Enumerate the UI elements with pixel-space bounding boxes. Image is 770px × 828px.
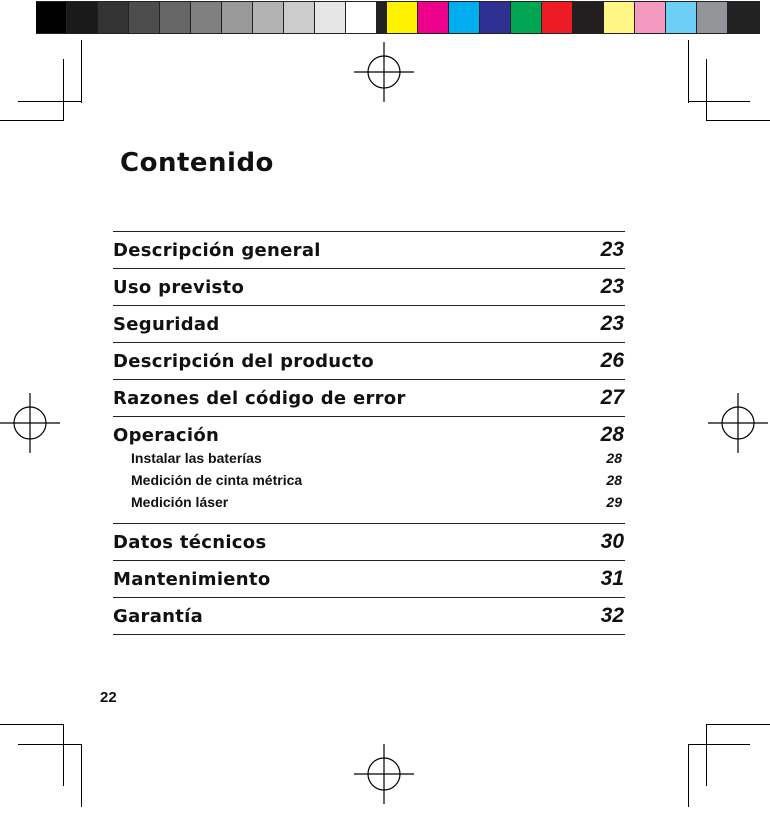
toc-entry[interactable] — [113, 231, 625, 268]
toc-row[interactable] — [113, 343, 625, 379]
toc-entry-page: 23 — [600, 312, 624, 335]
toc-entry[interactable] — [113, 523, 625, 560]
crop-mark — [81, 40, 82, 103]
color-swatch — [129, 2, 160, 33]
toc-entry[interactable] — [113, 305, 625, 342]
color-swatch — [697, 2, 728, 33]
toc-row[interactable] — [113, 561, 625, 597]
toc-entry-label: Descripción general — [113, 239, 321, 261]
toc-entry-label: Uso previsto — [113, 276, 245, 298]
toc-entry[interactable] — [113, 416, 625, 523]
toc-entry-label: Mantenimiento — [113, 568, 271, 590]
color-calibration-bar — [36, 1, 760, 34]
color-swatch — [377, 2, 387, 33]
crop-mark — [706, 724, 707, 786]
crop-mark — [706, 120, 770, 121]
toc-entry-label: Garantía — [113, 605, 204, 627]
page-title: Contenido — [120, 148, 274, 178]
table-of-contents — [113, 231, 625, 635]
toc-entry-page: 26 — [600, 349, 624, 372]
color-swatch — [191, 2, 222, 33]
toc-entry[interactable] — [113, 268, 625, 305]
crop-mark — [688, 744, 689, 807]
registration-mark-bottom — [354, 744, 414, 804]
toc-subentry-label: Instalar las baterías — [131, 450, 262, 466]
crop-mark — [688, 101, 750, 102]
toc-entry-label: Descripción del producto — [113, 350, 374, 372]
toc-entry[interactable] — [113, 560, 625, 597]
color-swatch — [315, 2, 346, 33]
toc-subentry[interactable] — [113, 469, 625, 491]
toc-row[interactable] — [113, 306, 625, 342]
toc-subentry-label: Medición láser — [131, 494, 229, 510]
crop-mark — [63, 59, 64, 121]
color-swatch — [253, 2, 284, 33]
color-swatch — [635, 2, 666, 33]
color-swatch — [67, 2, 98, 33]
crop-mark — [18, 101, 81, 102]
toc-subentry-page: 29 — [606, 494, 622, 510]
color-swatch — [284, 2, 315, 33]
toc-entry-page: 30 — [600, 530, 624, 553]
toc-entry-page: 32 — [600, 604, 624, 627]
toc-row[interactable] — [113, 232, 625, 268]
registration-mark-right — [708, 393, 768, 453]
toc-entry-label: Operación — [113, 424, 220, 446]
color-swatch — [449, 2, 480, 33]
toc-entry-page: 27 — [600, 386, 624, 409]
toc-entry-label: Razones del código de error — [113, 387, 406, 409]
toc-subentry[interactable] — [113, 491, 625, 513]
color-swatch — [573, 2, 604, 33]
color-swatch — [666, 2, 697, 33]
toc-entry-label: Seguridad — [113, 313, 220, 335]
toc-entry[interactable] — [113, 379, 625, 416]
crop-mark — [0, 120, 63, 121]
color-swatch — [222, 2, 253, 33]
toc-subentry-label: Medición de cinta métrica — [131, 472, 303, 488]
crop-mark — [688, 40, 689, 103]
crop-mark — [0, 724, 63, 725]
color-swatch — [36, 2, 67, 33]
crop-mark — [18, 744, 81, 745]
toc-entry-page: 31 — [600, 567, 624, 590]
crop-mark — [706, 59, 707, 121]
toc-entry-page: 28 — [600, 423, 624, 446]
toc-entry-page: 23 — [600, 238, 624, 261]
crop-mark — [63, 724, 64, 786]
registration-mark-left — [0, 393, 60, 453]
toc-subentry-page: 28 — [606, 450, 622, 466]
crop-mark — [706, 724, 770, 725]
color-swatch — [98, 2, 129, 33]
color-swatch — [160, 2, 191, 33]
toc-entry[interactable] — [113, 342, 625, 379]
crop-mark — [81, 744, 82, 807]
toc-bottom-rule — [113, 634, 625, 635]
color-swatch — [346, 2, 377, 33]
registration-mark-top — [354, 42, 414, 102]
color-swatch — [604, 2, 635, 33]
toc-entry[interactable] — [113, 597, 625, 634]
crop-mark — [688, 744, 750, 745]
color-swatch — [480, 2, 511, 33]
color-swatch — [387, 2, 418, 33]
toc-entry-page: 23 — [600, 275, 624, 298]
color-swatch — [511, 2, 542, 33]
toc-subentry-page: 28 — [606, 472, 622, 488]
color-swatch — [542, 2, 573, 33]
toc-row[interactable] — [113, 598, 625, 634]
toc-subentry[interactable] — [113, 447, 625, 469]
toc-row[interactable] — [113, 380, 625, 416]
color-swatch — [418, 2, 449, 33]
page-number: 22 — [100, 689, 117, 706]
toc-entry-label: Datos técnicos — [113, 531, 267, 553]
toc-sublist — [113, 447, 625, 523]
toc-row[interactable] — [113, 524, 625, 560]
toc-row[interactable] — [113, 269, 625, 305]
